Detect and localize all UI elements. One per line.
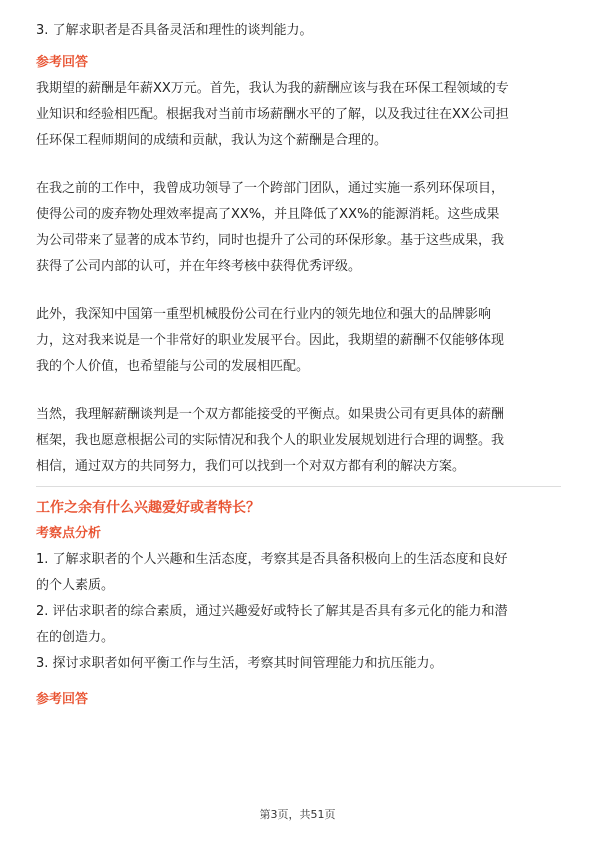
analysis-list bbox=[36, 547, 561, 677]
text-line: 框架，我也愿意根据公司的实际情况和我个人的职业发展规划进行合理的调整。我 bbox=[36, 433, 505, 448]
text-line: 我的个人价值，也希望能与公司的发展相匹配。 bbox=[36, 359, 310, 374]
section-divider bbox=[36, 486, 561, 487]
text-line: 业知识和经验相匹配。根据我对当前市场薪酬水平的了解，以及我过往在XX公司担 bbox=[36, 107, 509, 122]
text-line: 力，这对我来说是一个非常好的职业发展平台。因此，我期望的薪酬不仅能够体现 bbox=[36, 333, 505, 348]
answer-paragraph-2 bbox=[36, 176, 561, 280]
analysis-label: 考察点分析 bbox=[36, 526, 102, 541]
text-line: 当然，我理解薪酬谈判是一个双方都能接受的平衡点。如果贵公司有更具体的薪酬 bbox=[36, 407, 505, 422]
paragraph-gap bbox=[36, 280, 561, 302]
text-line: 任环保工程师期间的成绩和贡献，我认为这个薪酬是合理的。 bbox=[36, 133, 388, 148]
analysis-line: 2. 评估求职者的综合素质，通过兴趣爱好或特长了解其是否具有多元化的能力和潜 bbox=[36, 604, 508, 619]
paragraph-gap bbox=[36, 154, 561, 176]
text-line: 我期望的薪酬是年薪XX万元。首先，我认为我的薪酬应该与我在环保工程领域的专 bbox=[36, 81, 509, 96]
evaluation-point-3: 3. 了解求职者是否具备灵活和理性的谈判能力。 bbox=[36, 23, 313, 38]
text-line: 获得了公司内部的认可，并在年终考核中获得优秀评级。 bbox=[36, 259, 362, 274]
reference-answer-label: 参考回答 bbox=[36, 55, 89, 70]
analysis-line: 的个人素质。 bbox=[36, 578, 115, 593]
page-number: 第3页，共51页 bbox=[259, 808, 336, 821]
analysis-line: 3. 探讨求职者如何平衡工作与生活，考察其时间管理能力和抗压能力。 bbox=[36, 656, 443, 671]
page-content bbox=[36, 18, 561, 713]
text-line: 为公司带来了显著的成本节约，同时也提升了公司的环保形象。基于这些成果，我 bbox=[36, 233, 505, 248]
text-line: 使得公司的废弃物处理效率提高了XX%，并且降低了XX%的能源消耗。这些成果 bbox=[36, 207, 500, 222]
answer-paragraph-4 bbox=[36, 402, 561, 480]
text-line: 在我之前的工作中，我曾成功领导了一个跨部门团队，通过实施一系列环保项目， bbox=[36, 181, 505, 196]
reference-answer-label-2: 参考回答 bbox=[36, 692, 89, 707]
analysis-line: 1. 了解求职者的个人兴趣和生活态度，考察其是否具备积极向上的生活态度和良好 bbox=[36, 552, 508, 567]
answer-paragraph-3 bbox=[36, 302, 561, 380]
question-title: 工作之余有什么兴趣爱好或者特长？ bbox=[36, 500, 260, 516]
analysis-line: 在的创造力。 bbox=[36, 630, 115, 645]
text-line: 此外，我深知中国第一重型机械股份公司在行业内的领先地位和强大的品牌影响 bbox=[36, 307, 492, 322]
text-line: 相信，通过双方的共同努力，我们可以找到一个对双方都有利的解决方案。 bbox=[36, 459, 466, 474]
answer-paragraph-1 bbox=[36, 76, 561, 154]
paragraph-gap bbox=[36, 380, 561, 402]
